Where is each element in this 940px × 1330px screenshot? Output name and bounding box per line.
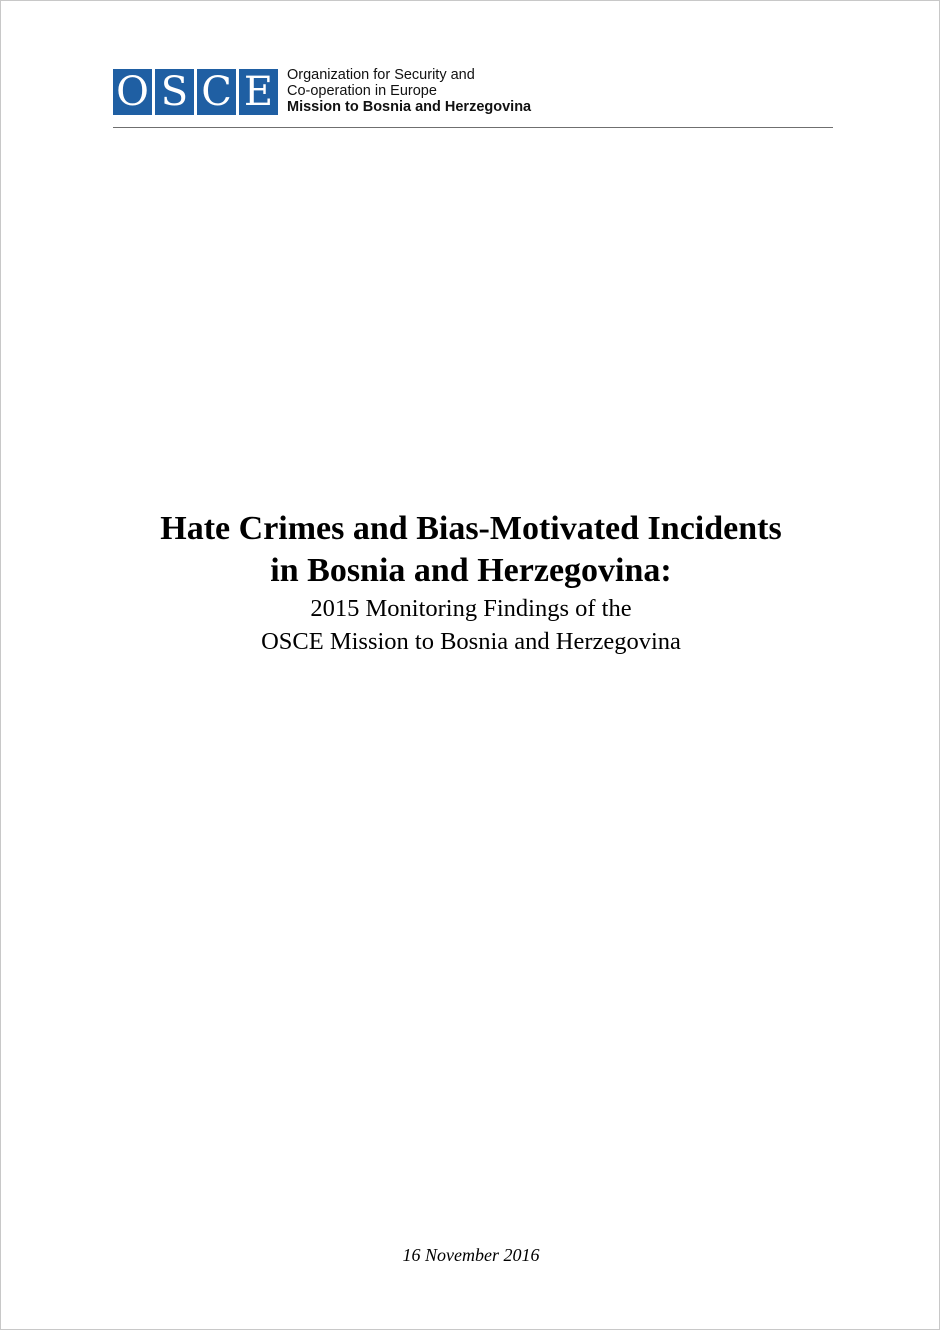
subtitle-line-2: OSCE Mission to Bosnia and Herzegovina xyxy=(261,628,681,655)
osce-logo xyxy=(113,69,278,115)
logo-letter-s: S xyxy=(155,69,194,115)
title-line-2: in Bosnia and Herzegovina: xyxy=(270,552,672,589)
org-line-1: Organization for Security and xyxy=(287,67,475,83)
osce-header xyxy=(113,67,833,117)
logo-letter-c: C xyxy=(197,69,236,115)
organization-name xyxy=(287,67,531,115)
title-line-1: Hate Crimes and Bias-Motivated Incidents xyxy=(160,510,782,547)
title-block xyxy=(71,508,871,658)
subtitle-line-1: 2015 Monitoring Findings of the xyxy=(310,595,632,622)
header-divider xyxy=(113,127,833,128)
org-line-2: Co-operation in Europe xyxy=(287,83,437,99)
mission-line: Mission to Bosnia and Herzegovina xyxy=(287,99,532,115)
logo-letter-e: E xyxy=(239,69,278,115)
logo-letter-o: O xyxy=(113,69,152,115)
publication-date: 16 November 2016 xyxy=(402,1245,540,1265)
